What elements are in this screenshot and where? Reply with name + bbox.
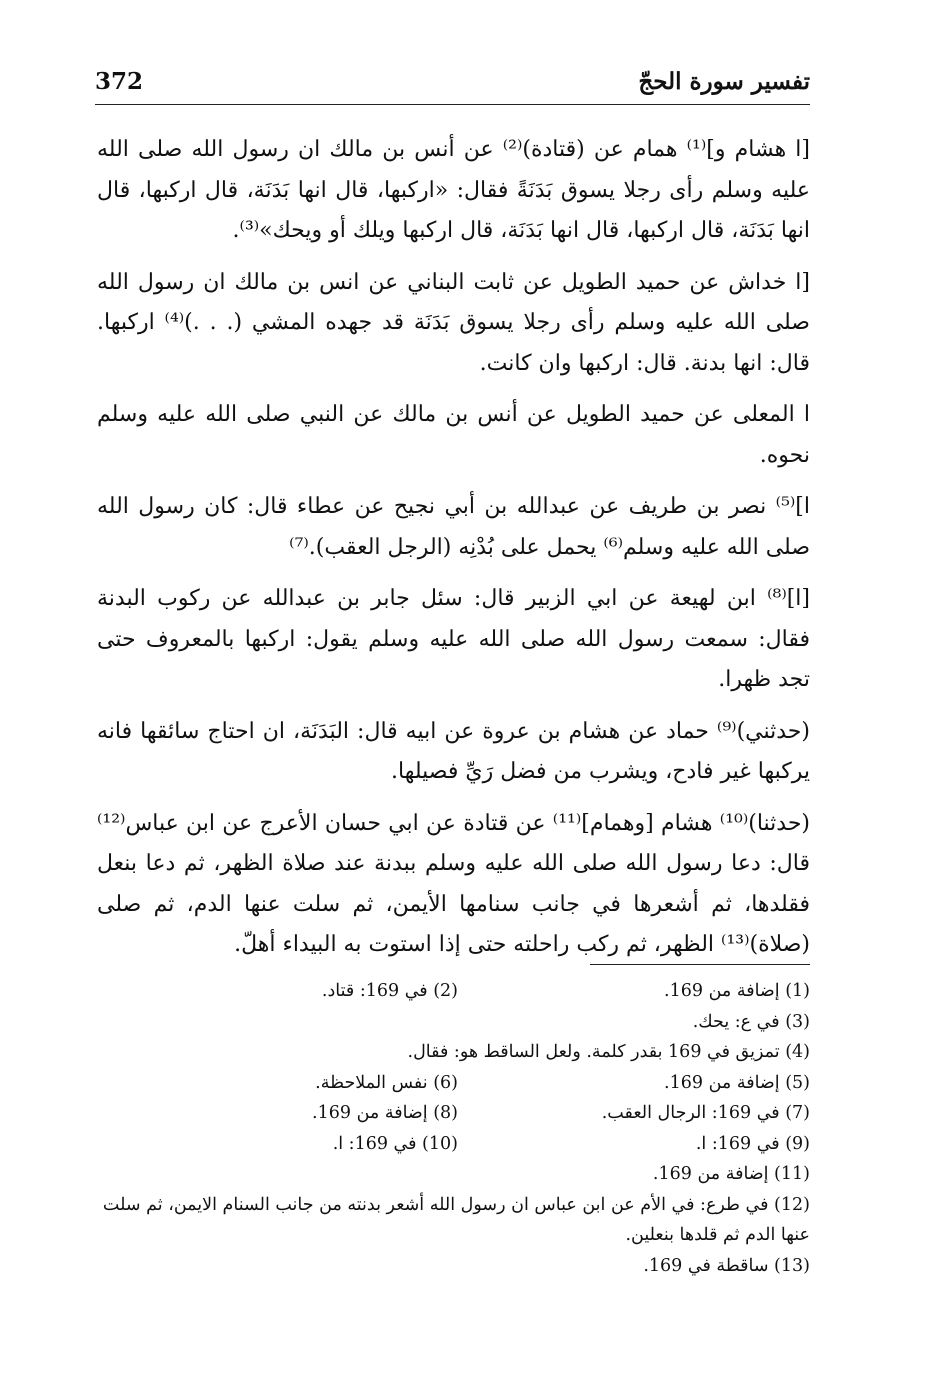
paragraph-2: [ا خداش عن حميد الطويل عن ثابت البناني عن انس بن مالك ان رسول الله صلى الله عليه وسلم رأى رجلا يسوق بَدَنَة قد جهده المشي (. . .)⁽⁴⁾ اركبها. قال: انها بدنة. قال: اركبها وان كانت. xyxy=(97,269,810,376)
footnote: (1) إضافة من 169. xyxy=(664,981,810,1001)
footnote: (8) إضافة من 169. xyxy=(312,1103,458,1123)
footnote-row xyxy=(97,1037,810,1068)
running-title: تفسير سورة الحجّ xyxy=(638,68,810,95)
footnote: (13) ساقطة في 169. xyxy=(643,1255,810,1276)
running-header xyxy=(95,68,810,104)
footnote: (12) في طرع: في الأم عن ابن عباس ان رسول الله أشعر بدنته من جانب السنام الايمن، ثم سلت عنها الدم ثم قلدها بنعلين. xyxy=(102,1194,810,1245)
page-number: 372 xyxy=(95,68,144,95)
footnote-row xyxy=(97,1098,810,1129)
paragraph-3: ا المعلى عن حميد الطويل عن أنس بن مالك عن النبي صلى الله عليه وسلم نحوه. xyxy=(97,402,810,468)
paragraph-7: (حدثنا)⁽¹⁰⁾ هشام [وهمام]⁽¹¹⁾ عن قتادة عن ابي حسان الأعرج عن ابن عباس⁽¹²⁾ قال: دعا رسول الله صلى الله عليه وسلم ببدنة عند صلاة الظهر، ثم دعا بنعل فقلدها، ثم أشعرها في جانب سنامها الأيمن، ثم سلت عنها الدم، ثم صلى (صلاة)⁽¹³⁾ الظهر، ثم ركب راحلته حتى إذا استوت به البيداء أهلّ. xyxy=(97,810,811,957)
footnote-row xyxy=(97,1159,810,1190)
footnote: (11) إضافة من 169. xyxy=(652,1164,810,1184)
paragraph-6: (حدثني)⁽⁹⁾ حماد عن هشام بن عروة عن ابيه قال: البَدَنَة، ان احتاج سائقها فانه يركبها غير فادح، ويشرب من فضل رَيِّ فصيلها. xyxy=(97,718,810,784)
footnote: (6) نفس الملاحظة. xyxy=(315,1072,458,1093)
footnote-row xyxy=(97,1007,810,1038)
footnotes xyxy=(97,976,810,1281)
footnote: (4) تمزيق في 169 بقدر كلمة. ولعل الساقط هو: فقال. xyxy=(407,1042,810,1062)
paragraph-4: ا]⁽⁵⁾ نصر بن طريف عن عبدالله بن أبي نجيح عن عطاء قال: كان رسول الله صلى الله عليه وسلم⁽⁶⁾ يحمل على بُدْنِه (الرجل العقب).⁽⁷⁾ xyxy=(97,494,810,560)
header-rule xyxy=(95,104,810,105)
footnote-row xyxy=(97,1129,810,1160)
footnote: (7) في 169: الرجال العقب. xyxy=(601,1103,810,1123)
footnote: (5) إضافة من 169. xyxy=(664,1072,810,1093)
footnote: (10) في 169: ا. xyxy=(332,1133,458,1154)
footnote-row xyxy=(97,1190,810,1251)
footnote-row xyxy=(97,1251,810,1282)
footnote-row xyxy=(97,1068,810,1099)
footnote-row xyxy=(97,976,810,1007)
paragraph-1: [ا هشام و]⁽¹⁾ همام عن (قتادة)⁽²⁾ عن أنس بن مالك ان رسول الله صلى الله عليه وسلم رأى رجلا يسوق بَدَنَةً فقال: «اركبها، قال انها بَدَنَة، قال اركبها، قال انها بَدَنَة، قال اركبها، قال انها بَدَنَة، قال اركبها ويلك أو ويحك»⁽³⁾. xyxy=(97,137,810,243)
footnote-separator xyxy=(590,964,810,965)
main-text xyxy=(97,130,810,977)
footnote: (2) في 169: قتاد. xyxy=(321,981,458,1001)
paragraph-5: [ا]⁽⁸⁾ ابن لهيعة عن ابي الزبير قال: سئل جابر بن عبدالله عن ركوب البدنة فقال: سمعت رسول الله صلى الله عليه وسلم يقول: اركبها بالمعروف حتى تجد ظهرا. xyxy=(97,586,810,692)
footnote: (3) في ع: يحك. xyxy=(692,1011,810,1032)
footnote: (9) في 169: ا. xyxy=(695,1133,810,1154)
